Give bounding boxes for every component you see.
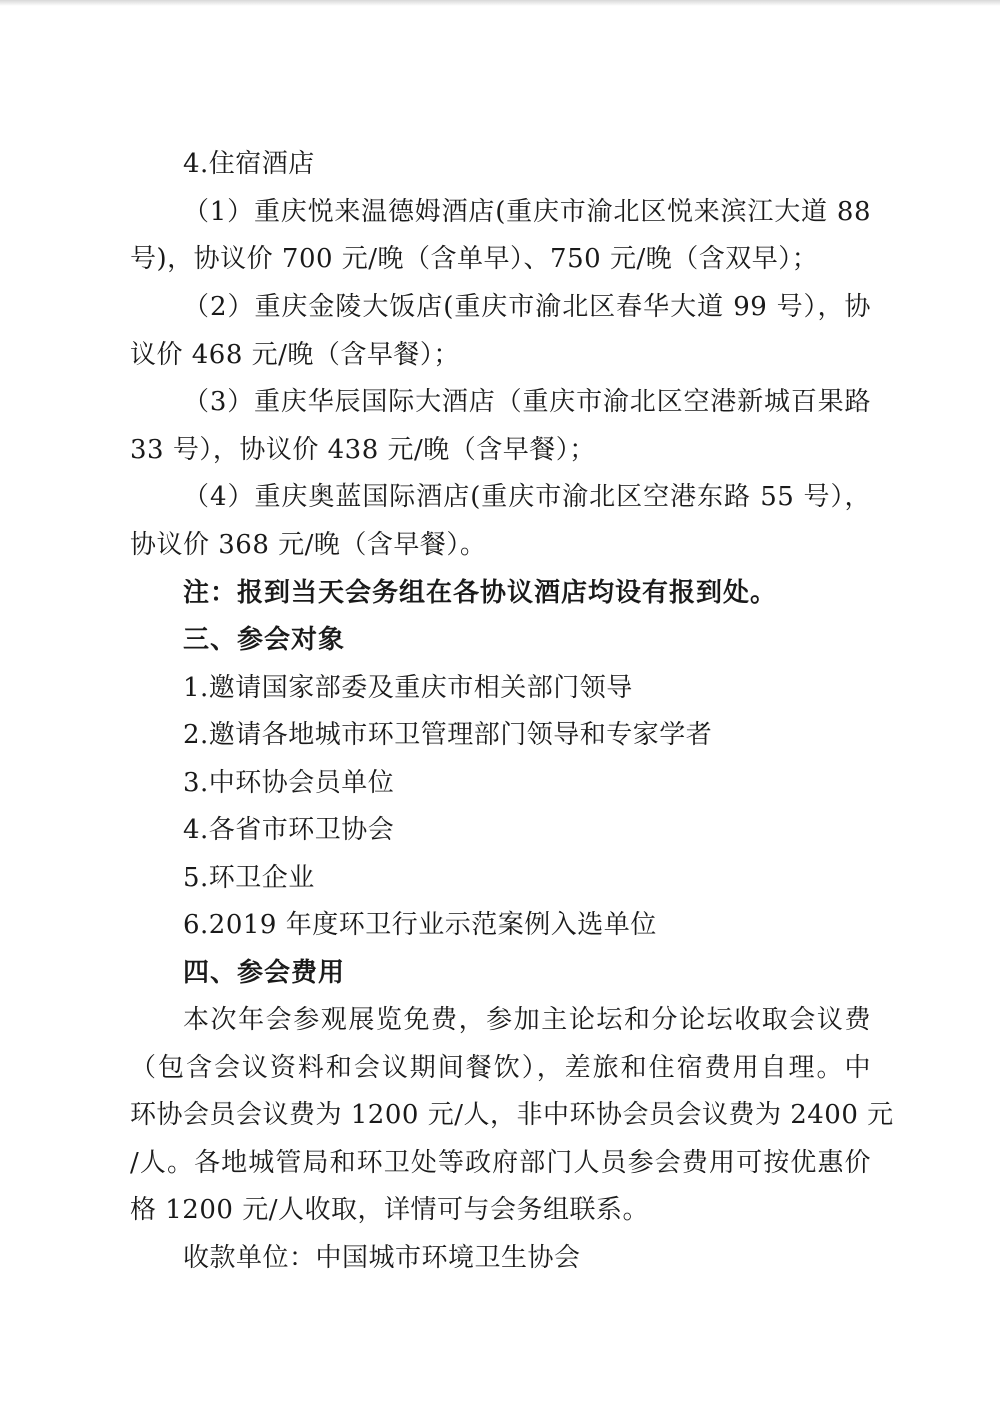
fees-para-line-1: 本次年会参观展览免费，参加主论坛和分论坛收取会议费 (183, 1005, 871, 1035)
hotel-3-line-1: （3）重庆华辰国际大酒店（重庆市渝北区空港新城百果路 (183, 387, 871, 417)
fees-para-line-3: 环协会员会议费为 1200 元/人，非中环协会员会议费为 2400 元 (130, 1100, 894, 1130)
fees-heading: 四、参会费用 (183, 958, 346, 988)
hotel-1-line-1: （1）重庆悦来温德姆酒店(重庆市渝北区悦来滨江大道 88 (183, 197, 871, 227)
participant-item-3: 3.中环协会员单位 (183, 768, 395, 798)
participant-item-2: 2.邀请各地城市环卫管理部门领导和专家学者 (183, 720, 713, 750)
hotel-4-line-1: （4）重庆奥蓝国际酒店(重庆市渝北区空港东路 55 号）， (183, 482, 871, 512)
hotel-note: 注：报到当天会务组在各协议酒店均设有报到处。 (183, 578, 778, 608)
hotel-4-line-2: 协议价 368 元/晚（含早餐）。 (130, 530, 487, 560)
fees-para-line-4: /人。各地城管局和环卫处等政府部门人员参会费用可按优惠价 (130, 1148, 871, 1178)
fees-para-line-5: 格 1200 元/人收取，详情可与会务组联系。 (130, 1195, 649, 1225)
participant-item-6: 6.2019 年度环卫行业示范案例入选单位 (183, 910, 657, 940)
hotel-3-line-2: 33 号），协议价 438 元/晚（含早餐）； (130, 435, 596, 465)
hotels-heading: 4.住宿酒店 (183, 149, 315, 179)
participants-heading: 三、参会对象 (183, 625, 346, 655)
hotel-2-line-2: 议价 468 元/晚（含早餐）； (130, 340, 460, 370)
hotel-1-line-2: 号)，协议价 700 元/晚（含单早）、750 元/晚（含双早）； (130, 244, 819, 274)
participant-item-4: 4.各省市环卫协会 (183, 815, 395, 845)
participant-item-1: 1.邀请国家部委及重庆市相关部门领导 (183, 673, 633, 703)
payee-line: 收款单位：中国城市环境卫生协会 (183, 1243, 581, 1273)
fees-para-line-2: （包含会议资料和会议期间餐饮），差旅和住宿费用自理。中 (130, 1053, 871, 1083)
participant-item-5: 5.环卫企业 (183, 863, 315, 893)
hotel-2-line-1: （2）重庆金陵大饭店(重庆市渝北区春华大道 99 号），协 (183, 292, 871, 322)
